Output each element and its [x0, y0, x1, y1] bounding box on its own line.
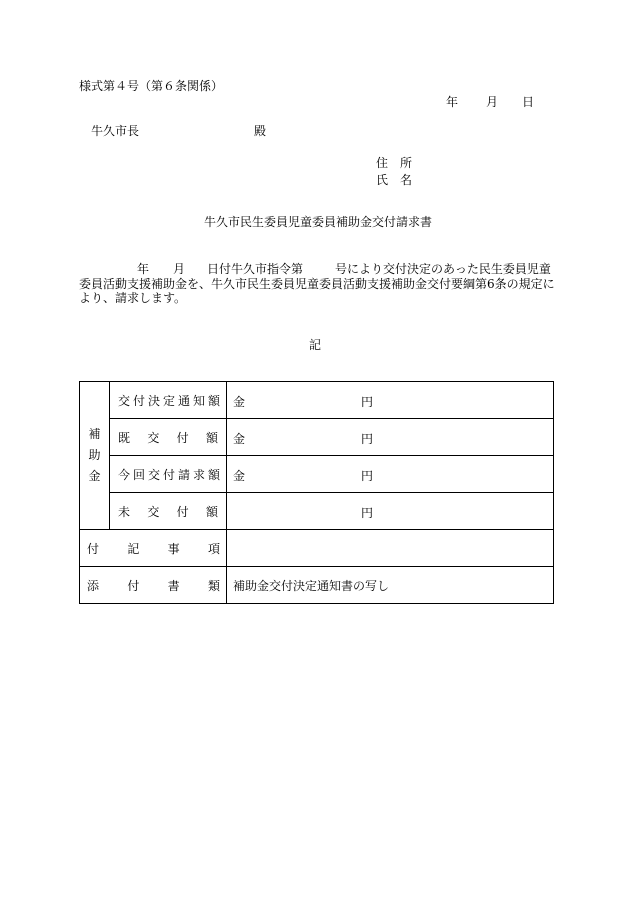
attachments-value: 補助金交付決定通知書の写し: [227, 567, 554, 604]
date-line: [446, 95, 534, 109]
date-month: 月: [486, 95, 499, 109]
document-title: 牛久市民生委員児童委員補助金交付請求書: [204, 215, 433, 229]
body-line1-rest: 号により交付決定のあった民生委員児童: [335, 262, 551, 276]
date-year: 年: [446, 95, 459, 109]
body-line-2: 委員活動支援補助金を、牛久市民生委員児童委員活動支援補助金交付要綱第6条の規定に: [79, 276, 555, 291]
table-row: [80, 567, 554, 604]
body-line-3: より、請求します。: [79, 291, 187, 305]
applicant-name-label: 氏 名: [376, 173, 413, 187]
attachments-label: 添付書類: [80, 567, 227, 604]
current-request-amount-field[interactable]: [227, 456, 554, 493]
current-request-amount-label: 今回交付請求額: [110, 456, 227, 493]
request-body: [79, 262, 555, 306]
body-month: 月: [173, 262, 186, 276]
notes-label: 付記事項: [80, 530, 227, 567]
kin-prefix: 金: [233, 469, 246, 483]
unpaid-amount-label: 未交付額: [110, 493, 227, 530]
paid-amount-label: 既交付額: [110, 419, 227, 456]
applicant-address-label: 住 所: [376, 156, 413, 170]
honorific: 殿: [254, 124, 267, 138]
kin-prefix: 金: [233, 432, 246, 446]
notes-field[interactable]: [227, 530, 554, 567]
form-number: 様式第４号（第６条関係）: [79, 79, 224, 93]
yen-suffix: 円: [361, 506, 374, 520]
table-row: [80, 382, 554, 419]
yen-suffix: 円: [361, 432, 374, 446]
addressee: 牛久市長: [91, 124, 140, 138]
subsidy-group-label: [80, 382, 110, 530]
yen-suffix: 円: [361, 469, 374, 483]
decided-amount-field[interactable]: [227, 382, 554, 419]
body-date-suffix: 日付牛久市指令第: [207, 262, 304, 276]
date-day: 日: [522, 95, 535, 109]
paid-amount-field[interactable]: [227, 419, 554, 456]
table-row: [80, 493, 554, 530]
body-year: 年: [137, 262, 150, 276]
unpaid-amount-field[interactable]: [227, 493, 554, 530]
yen-suffix: 円: [361, 395, 374, 409]
table-row: [80, 456, 554, 493]
kin-prefix: 金: [233, 395, 246, 409]
group-label-char: 金: [88, 469, 101, 483]
group-label-char: 助: [88, 448, 101, 462]
group-label-char: 補: [88, 427, 101, 441]
decided-amount-label: 交付決定通知額: [110, 382, 227, 419]
subsidy-table: [79, 381, 554, 604]
table-row: [80, 530, 554, 567]
table-row: [80, 419, 554, 456]
body-line-1: [79, 262, 555, 277]
ki-heading: 記: [309, 338, 322, 352]
